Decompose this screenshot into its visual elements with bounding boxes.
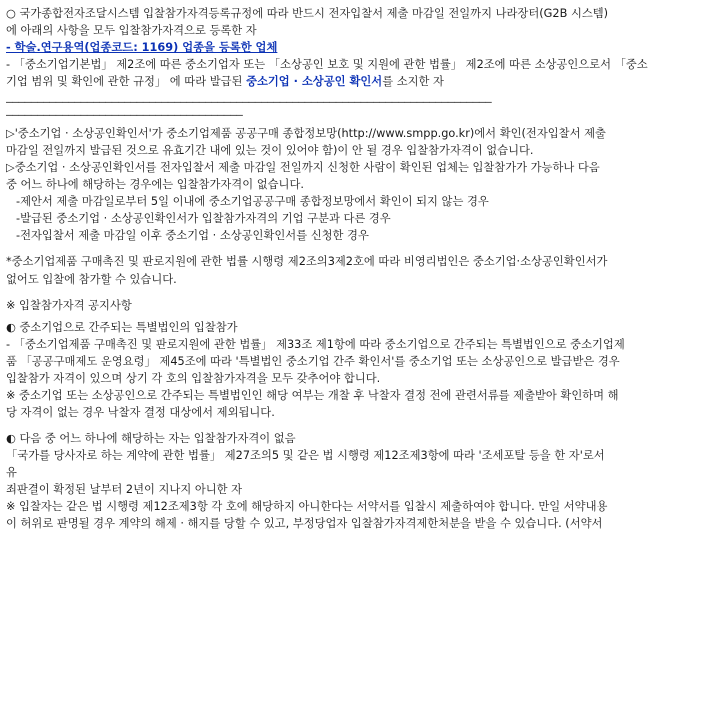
intro-line-4-post: 를 소지한 자: [382, 75, 444, 89]
intro-block: [6, 6, 712, 90]
intro-line-3: - 「중소기업기본법」 제2조에 따른 중소기업자 또는 「소상공인 보호 및 지원에 관한 법률」 제2조에 따른 소상공인으로서 「중소: [6, 58, 648, 72]
notice-bullet-2-line-2: 당 자격이 없는 경우 낙찰자 결정 대상에서 제외됩니다.: [6, 405, 275, 419]
disqual-line-3: 죄판결이 확정된 날부터 2년이 지나지 아니한 자: [6, 482, 243, 496]
disqualification-block: [6, 431, 712, 532]
nonprofit-block: [6, 254, 712, 287]
disqual-line-5: 이 허위로 판명될 경우 계약의 해제 · 해지를 당할 수 있고, 부정당업자 입찰참가자격제한처분을 받을 수 있습니다. (서약서: [6, 516, 603, 530]
note-line-1: ▷'중소기업 · 소상공인확인서'가 중소기업제품 공공구매 종합정보망(http://www.smpp.go.kr)에서 확인(전자입찰서 제출: [6, 127, 606, 141]
note-sub-1: -제안서 제출 마감일로부터 5일 이내에 중소기업공공구매 종합정보망에서 확인이 되지 않는 경우: [16, 195, 489, 209]
intro-line-1: ○ 국가종합전자조달시스템 입찰참가자격등록규정에 따라 반드시 전자입찰서 제출 마감일 전일까지 나라장터(G2B 시스템): [6, 7, 609, 20]
note-sub-3: -전자입찰서 제출 마감일 이후 중소기업 · 소상공인확인서를 신청한 경우: [16, 229, 369, 243]
divider-line-2: ――――――――――――――――――――――――――――――――――――――: [6, 108, 243, 121]
notice-bullet-1-line-3: 입찰참가 자격이 있으며 상기 각 호의 입찰참가자격을 모두 갖추어야 합니다.: [6, 371, 381, 385]
notice-bullet-1-title: ◐ 중소기업으로 간주되는 특별법인의 입찰참가: [6, 320, 238, 334]
note-line-2: 마감일 전일까지 발급된 것으로 유효기간 내에 있는 것이 있어야 함)이 안 될 경우 입찰참가자격이 없습니다.: [6, 144, 534, 158]
notes-block: [6, 126, 712, 244]
note-sub-2: -발급된 중소기업 · 소상공인확인서가 입찰참가자격의 기업 구분과 다른 경우: [16, 212, 391, 226]
intro-line-4-highlight: 중소기업 · 소상공인 확인서: [246, 75, 383, 89]
intro-line-4-pre: 기업 범위 및 확인에 관한 규정」 에 따라 발급된: [6, 75, 247, 89]
note-line-4: 중 어느 하나에 해당하는 경우에는 입찰참가자격이 없습니다.: [6, 178, 304, 192]
disqual-line-4: ※ 입찰자는 같은 법 시행령 제12조제3항 각 호에 해당하지 아니한다는 서약서를 입찰시 제출하여야 합니다. 만일 서약내용: [6, 499, 608, 513]
notice-bullet-2-line-1: ※ 중소기업 또는 소상공인으로 간주되는 특별법인인 해당 여부는 개찰 후 낙찰자 결정 전에 관련서류를 제출받아 확인하며 해: [6, 388, 619, 402]
notice-heading: ※ 입찰참가자격 공지사항: [6, 298, 132, 312]
divider-line-1: ――――――――――――――――――――――――――――――――――――――――――――――――――――――――――――――――――――――――――――――: [6, 96, 492, 108]
disqual-line-1: 「국가를 당사자로 하는 계약에 관한 법률」 제27조의5 및 같은 법 시행령 제12조제3항에 따라 '조세포탈 등을 한 자'로서: [6, 448, 605, 462]
disqual-line-2: 유: [6, 465, 17, 479]
note-line-3: ▷중소기업 · 소상공인확인서를 전자입찰서 제출 마감일 전일까지 신청한 사람이 확인된 업체는 입찰참가가 가능하나 다음: [6, 161, 600, 175]
intro-line-2: 에 아래의 사항을 모두 입찰참가자격으로 등록한 자: [6, 24, 257, 38]
notice-bullet-1-line-2: 품 「공공구매제도 운영요령」 제45조에 따라 '특별법인 중소기업 간주 확인서'를 중소기업 또는 소상공인으로 발급받은 경우: [6, 354, 620, 368]
disqual-bullet-title: ◐ 다음 중 어느 하나에 해당하는 자는 입찰참가자격이 없음: [6, 431, 296, 445]
nonprofit-line-1: *중소기업제품 구매촉진 및 판로지원에 관한 법률 시행령 제2조의3제2호에 따라 비영리법인은 중소기업·소상공인확인서가: [6, 255, 608, 269]
divider-block: [6, 96, 712, 120]
notice-block: [6, 298, 712, 421]
nonprofit-line-2: 없어도 입찰에 참가할 수 있습니다.: [6, 272, 177, 286]
notice-bullet-1-line-1: - 「중소기업제품 구매촉진 및 판로지원에 관한 법률」 제33조 제1항에 따라 중소기업으로 간주되는 특별법인으로 중소기업제: [6, 337, 625, 351]
intro-line-4: [6, 74, 712, 90]
intro-bullet-blue: - 학술.연구용역(업종코드: 1169) 업종을 등록한 업체: [6, 41, 278, 55]
